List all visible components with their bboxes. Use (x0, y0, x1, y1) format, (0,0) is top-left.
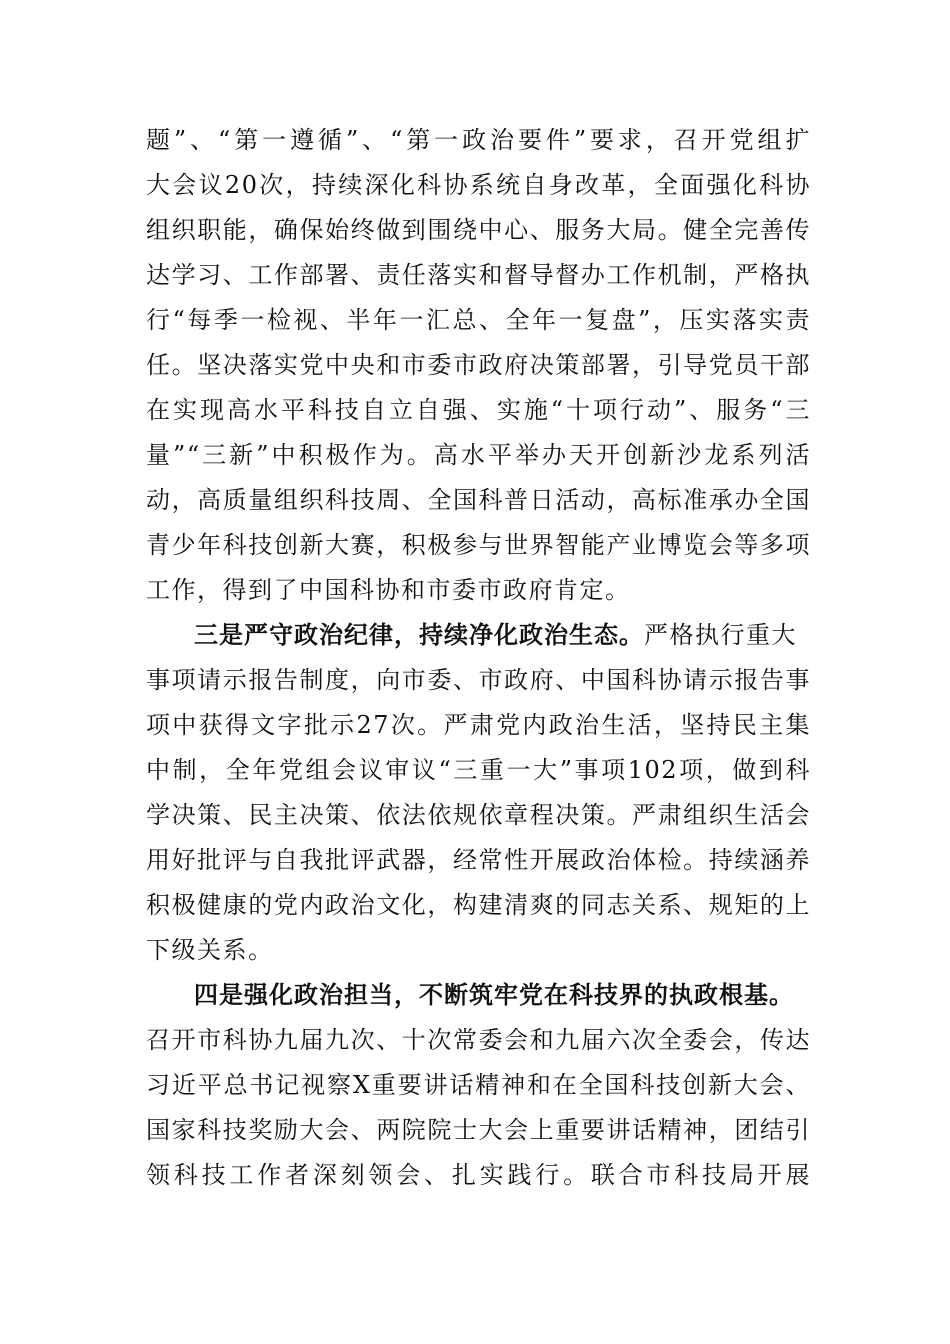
document-body (146, 118, 811, 1198)
text-line: 领科技工作者深刻领会、扎实践行。联合市科技局开展 (146, 1161, 811, 1189)
text-line: 召开市科协九届九次、十次常委会和九届六次全委会，传达 (146, 1026, 811, 1054)
paragraph-lead: 四是强化政治担当，不断筑牢党在科技界的执政根基。 (194, 981, 794, 1009)
text-line (146, 613, 811, 658)
text-line: 题”、“第一遵循”、“第一政治要件”要求，召开党组扩 (146, 126, 811, 154)
text-line: 项中获得文字批示27次。严肃党内政治生活，坚持民主集 (146, 711, 811, 739)
text-line (146, 973, 811, 1018)
text-line: 量”“三新”中积极作为。高水平举办天开创新沙龙系列活 (146, 441, 811, 469)
paragraph-lead-rest: 严格执行重大 (644, 621, 797, 649)
paragraph-political-discipline (146, 613, 811, 973)
paragraph-continuation (146, 118, 811, 613)
text-line: 在实现高水平科技自立自强、实施“十项行动”、服务“三 (146, 396, 811, 424)
text-line: 组织职能，确保始终做到围绕中心、服务大局。健全完善传 (146, 216, 811, 244)
text-line: 积极健康的党内政治文化，构建清爽的同志关系、规矩的上 (146, 891, 811, 919)
text-line: 用好批评与自我批评武器，经常性开展政治体检。持续涵养 (146, 846, 811, 874)
paragraph-political-responsibility (146, 973, 811, 1198)
text-line: 学决策、民主决策、依法依规依章程决策。严肃组织生活会 (146, 801, 811, 829)
text-line: 动，高质量组织科技周、全国科普日活动，高标准承办全国 (146, 486, 811, 514)
paragraph-lead: 三是严守政治纪律，持续净化政治生态。 (194, 621, 644, 649)
text-line: 达学习、工作部署、责任落实和督导督办工作机制，严格执 (146, 261, 811, 289)
text-line: 任。坚决落实党中央和市委市政府决策部署，引导党员干部 (146, 351, 811, 379)
text-line: 中制，全年党组会议审议“三重一大”事项102项，做到科 (146, 756, 811, 784)
text-line: 行“每季一检视、半年一汇总、全年一复盘”，压实落实责 (146, 306, 811, 334)
text-line: 工作，得到了中国科协和市委市政府肯定。 (146, 576, 631, 604)
text-line: 大会议20次，持续深化科协系统自身改革，全面强化科协 (146, 171, 811, 199)
text-line: 事项请示报告制度，向市委、市政府、中国科协请示报告事 (146, 666, 811, 694)
text-line: 习近平总书记视察X重要讲话精神和在全国科技创新大会、 (146, 1071, 811, 1099)
text-line: 国家科技奖励大会、两院院士大会上重要讲话精神，团结引 (146, 1116, 811, 1144)
text-line: 下级关系。 (146, 936, 274, 964)
text-line: 青少年科技创新大赛，积极参与世界智能产业博览会等多项 (146, 531, 811, 559)
